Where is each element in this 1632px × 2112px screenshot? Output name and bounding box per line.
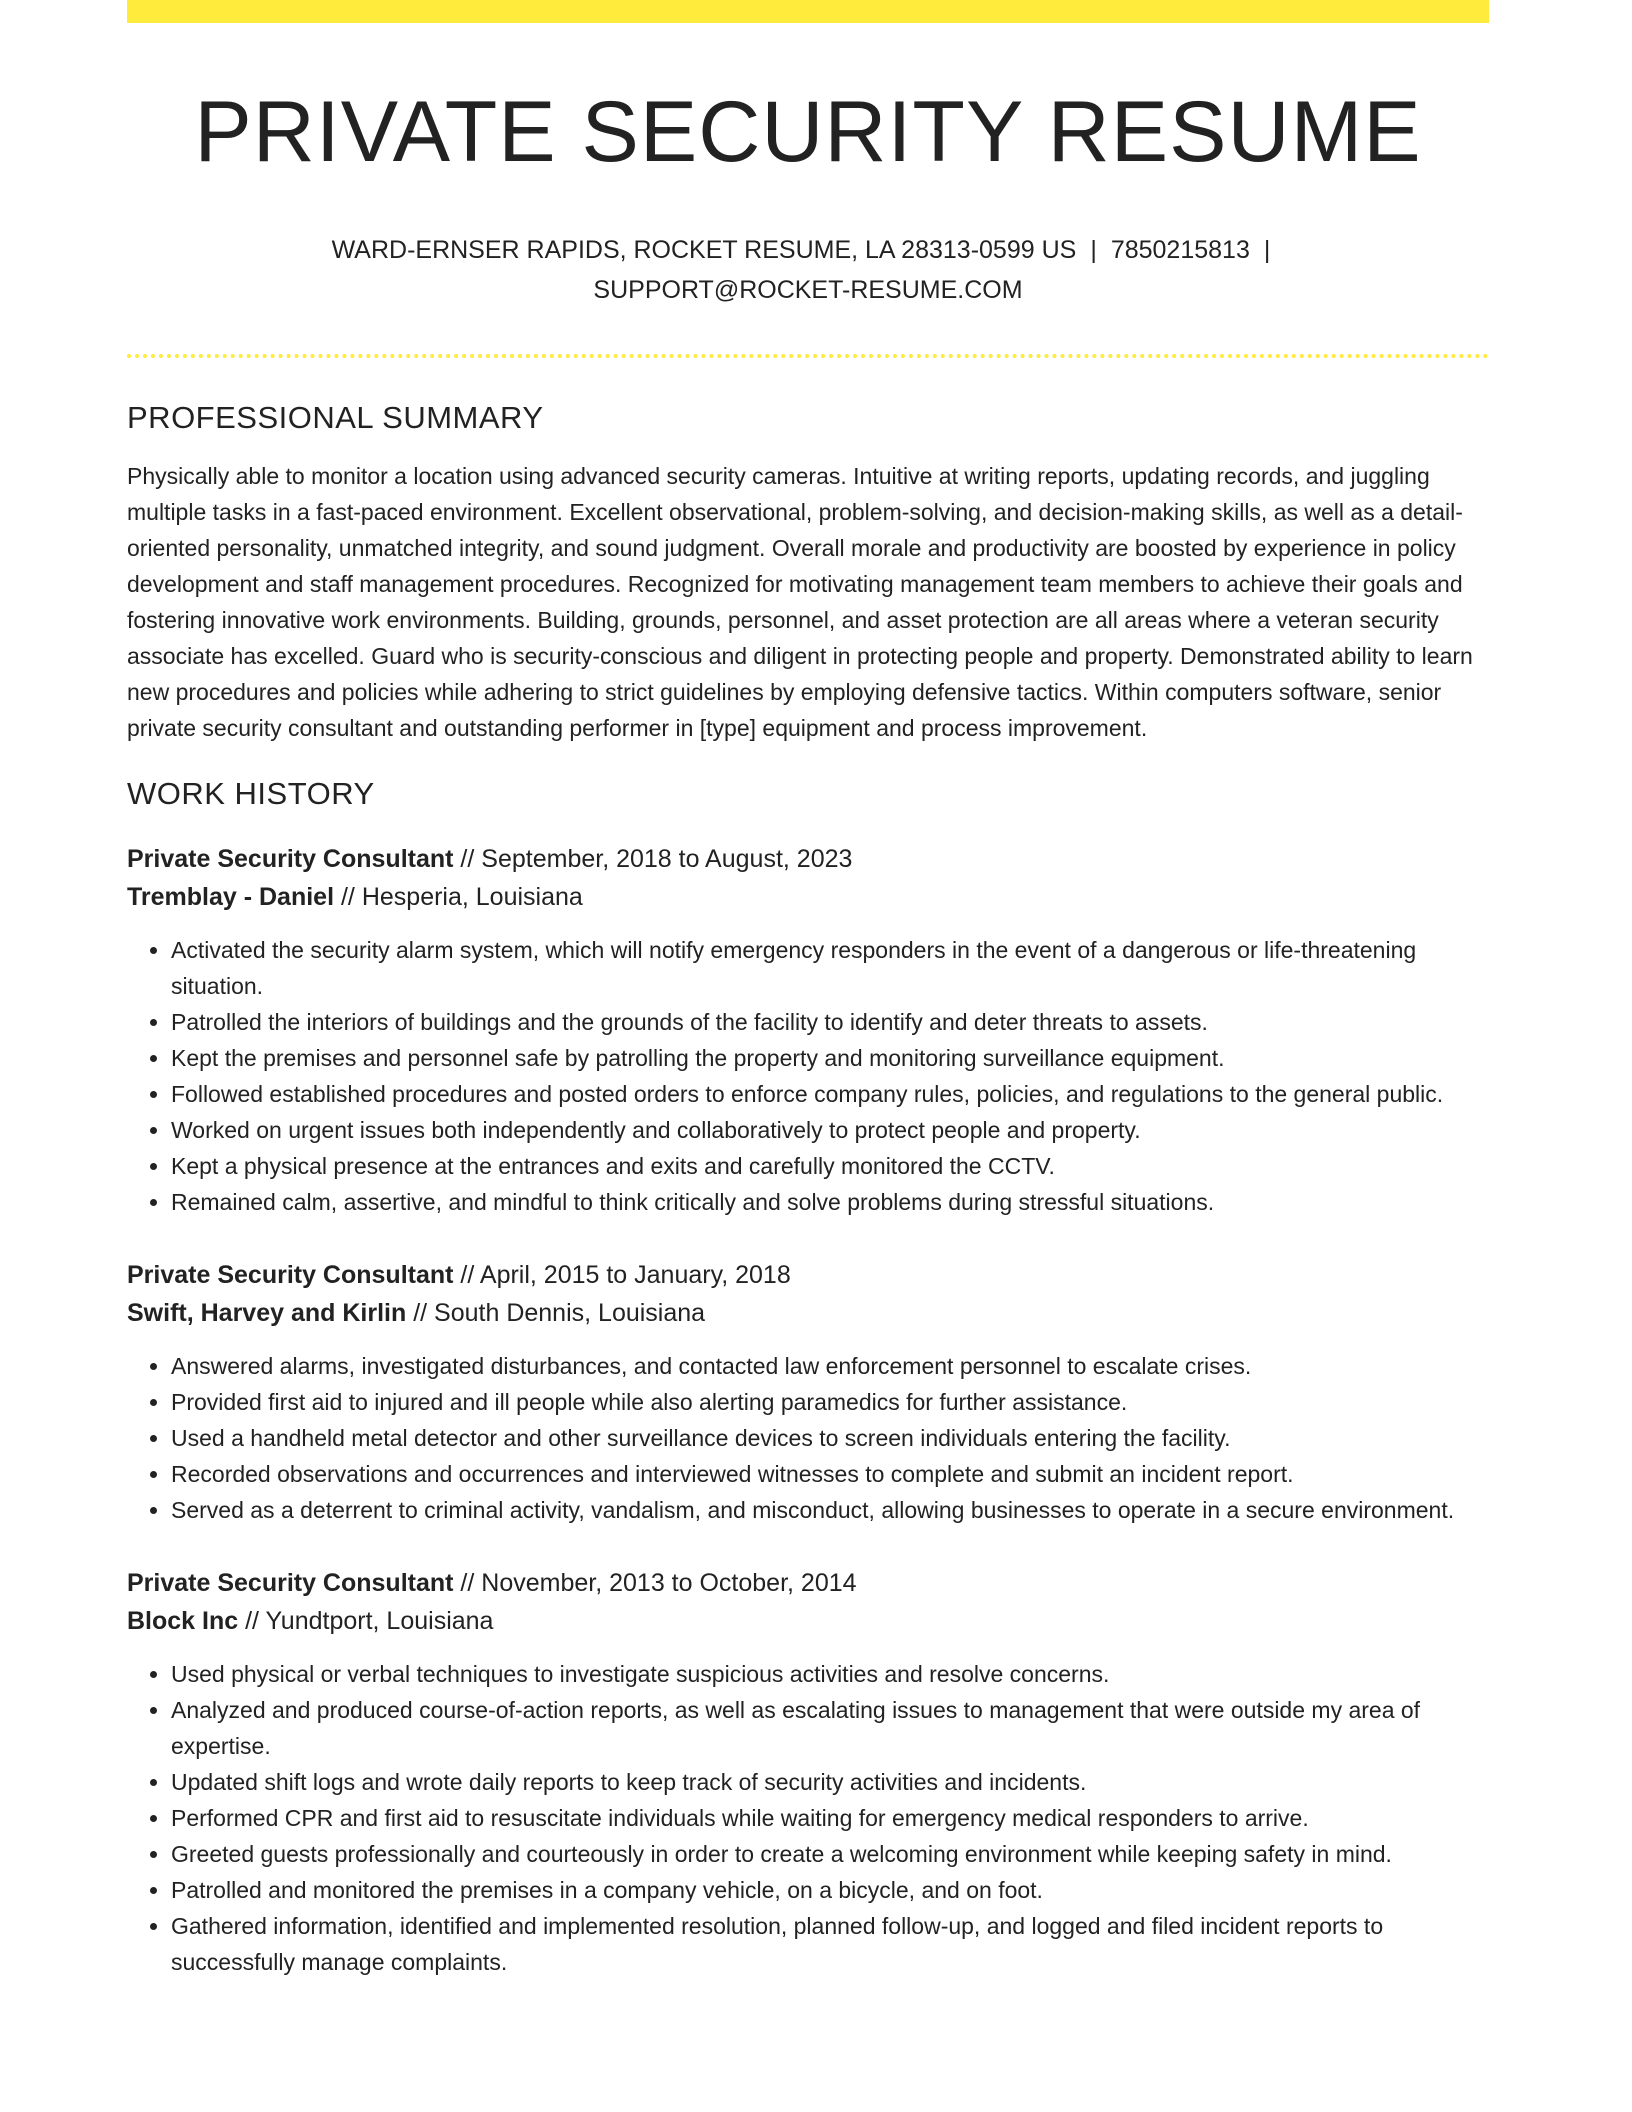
job-company: Swift, Harvey and Kirlin (127, 1298, 407, 1327)
job-bullet: • Used physical or verbal techniques to investigate suspicious activities and resolve concerns. (171, 1656, 1489, 1692)
job-divider: // (453, 1568, 482, 1597)
job-bullet: • Followed established procedures and posted orders to enforce company rules, policies, and regulations to the general public. (171, 1076, 1489, 1112)
job-entry (127, 840, 1489, 1220)
work-history-heading: WORK HISTORY (127, 775, 375, 811)
job-title-line (127, 1256, 1489, 1294)
job-dates: April, 2015 to January, 2018 (479, 1260, 791, 1289)
job-bullet: • Gathered information, identified and implemented resolution, planned follow-up, and logged and filed incident reports to successfully manage complaints. (171, 1908, 1489, 1980)
job-bullets (127, 1656, 1489, 1980)
job-position: Private Security Consultant (127, 844, 454, 873)
job-bullet: • Analyzed and produced course-of-action reports, as well as escalating issues to management that were outside my area of expertise. (171, 1692, 1489, 1764)
job-position: Private Security Consultant (127, 1260, 454, 1289)
contact-phone: 7850215813 (1110, 235, 1250, 264)
job-bullet: • Used a handheld metal detector and other surveillance devices to screen individuals entering the facility. (171, 1420, 1489, 1456)
job-bullet: • Provided first aid to injured and ill people while also alerting paramedics for further assistance. (171, 1384, 1489, 1420)
job-location: Hesperia, Louisiana (361, 882, 583, 911)
job-company-line (127, 1294, 1489, 1332)
job-bullet: • Patrolled the interiors of buildings and the grounds of the facility to identify and deter threats to assets. (171, 1004, 1489, 1040)
job-title-line (127, 840, 1489, 878)
job-bullet: • Remained calm, assertive, and mindful to think critically and solve problems during stressful situations. (171, 1184, 1489, 1220)
job-entry (127, 1564, 1489, 1980)
job-dates: November, 2013 to October, 2014 (481, 1568, 857, 1597)
job-divider: // (406, 1298, 435, 1327)
job-bullet: • Answered alarms, investigated disturbances, and contacted law enforcement personnel to escalate crises. (171, 1348, 1489, 1384)
job-bullet: • Kept a physical presence at the entrances and exits and carefully monitored the CCTV. (171, 1148, 1489, 1184)
job-divider: // (453, 1260, 480, 1289)
job-dates: September, 2018 to August, 2023 (481, 844, 853, 873)
job-company: Block Inc (127, 1606, 239, 1635)
dotted-divider (127, 354, 1489, 358)
summary-heading: PROFESSIONAL SUMMARY (127, 399, 544, 435)
job-divider: // (238, 1606, 266, 1635)
job-bullet: • Activated the security alarm system, which will notify emergency responders in the event of a dangerous or life-threatening situation. (171, 932, 1489, 1004)
job-company: Tremblay - Daniel (127, 882, 335, 911)
job-bullet: • Greeted guests professionally and courteously in order to create a welcoming environment while keeping safety in mind. (171, 1836, 1489, 1872)
job-position: Private Security Consultant (127, 1568, 454, 1597)
contact-address: WARD-ERNSER RAPIDS, ROCKET RESUME, LA 28313-0599 US (331, 235, 1077, 264)
job-bullet: • Recorded observations and occurrences and interviewed witnesses to complete and submit an incident report. (171, 1456, 1489, 1492)
job-bullet: • Worked on urgent issues both independently and collaboratively to protect people and property. (171, 1112, 1489, 1148)
job-entry (127, 1256, 1489, 1528)
summary-text: Physically able to monitor a location using advanced security cameras. Intuitive at writing reports, updating records, and juggling multiple tasks in a fast-paced environment. Excellent observational, problem-solving, and decision-making skills, as well as a detail-oriented personality, unmatched integrity, and sound judgment. Overall morale and productivity are boosted by experience in policy development and staff management procedures. Recognized for motivating management team members to achieve their goals and fostering innovative work environments. Building, grounds, personnel, and asset protection are all areas where a veteran security associate has excelled. Guard who is security-conscious and diligent in protecting people and property. Demonstrated ability to learn new procedures and policies while adhering to strict guidelines by employing defensive tactics. Within computers software, senior private security consultant and outstanding performer in [type] equipment and process improvement. (127, 462, 1473, 741)
job-divider: // (334, 882, 362, 911)
resume-title: PRIVATE SECURITY RESUME (194, 84, 1422, 180)
contact-separator: | (1090, 235, 1097, 264)
job-title-line (127, 1564, 1489, 1602)
job-bullet: • Performed CPR and first aid to resuscitate individuals while waiting for emergency medical responders to arrive. (171, 1800, 1489, 1836)
job-bullet: • Updated shift logs and wrote daily reports to keep track of security activities and incidents. (171, 1764, 1489, 1800)
job-company-line (127, 1602, 1489, 1640)
job-bullets (127, 1348, 1489, 1528)
resume-page (127, 0, 1489, 1980)
job-location: South Dennis, Louisiana (434, 1298, 706, 1327)
job-location: Yundtport, Louisiana (265, 1606, 494, 1635)
job-divider: // (453, 844, 482, 873)
contact-separator: | (1263, 235, 1271, 264)
job-bullet: • Served as a deterrent to criminal activity, vandalism, and misconduct, allowing businesses to operate in a secure environment. (171, 1492, 1489, 1528)
job-company-line (127, 878, 1489, 916)
job-bullets (127, 932, 1489, 1220)
work-history-list (127, 840, 1489, 1980)
job-bullet: • Patrolled and monitored the premises in a company vehicle, on a bicycle, and on foot. (171, 1872, 1489, 1908)
contact-email: SUPPORT@ROCKET-RESUME.COM (593, 275, 1023, 304)
job-bullet: • Kept the premises and personnel safe by patrolling the property and monitoring surveillance equipment. (171, 1040, 1489, 1076)
accent-top-bar (127, 0, 1489, 23)
contact-info (127, 230, 1489, 310)
